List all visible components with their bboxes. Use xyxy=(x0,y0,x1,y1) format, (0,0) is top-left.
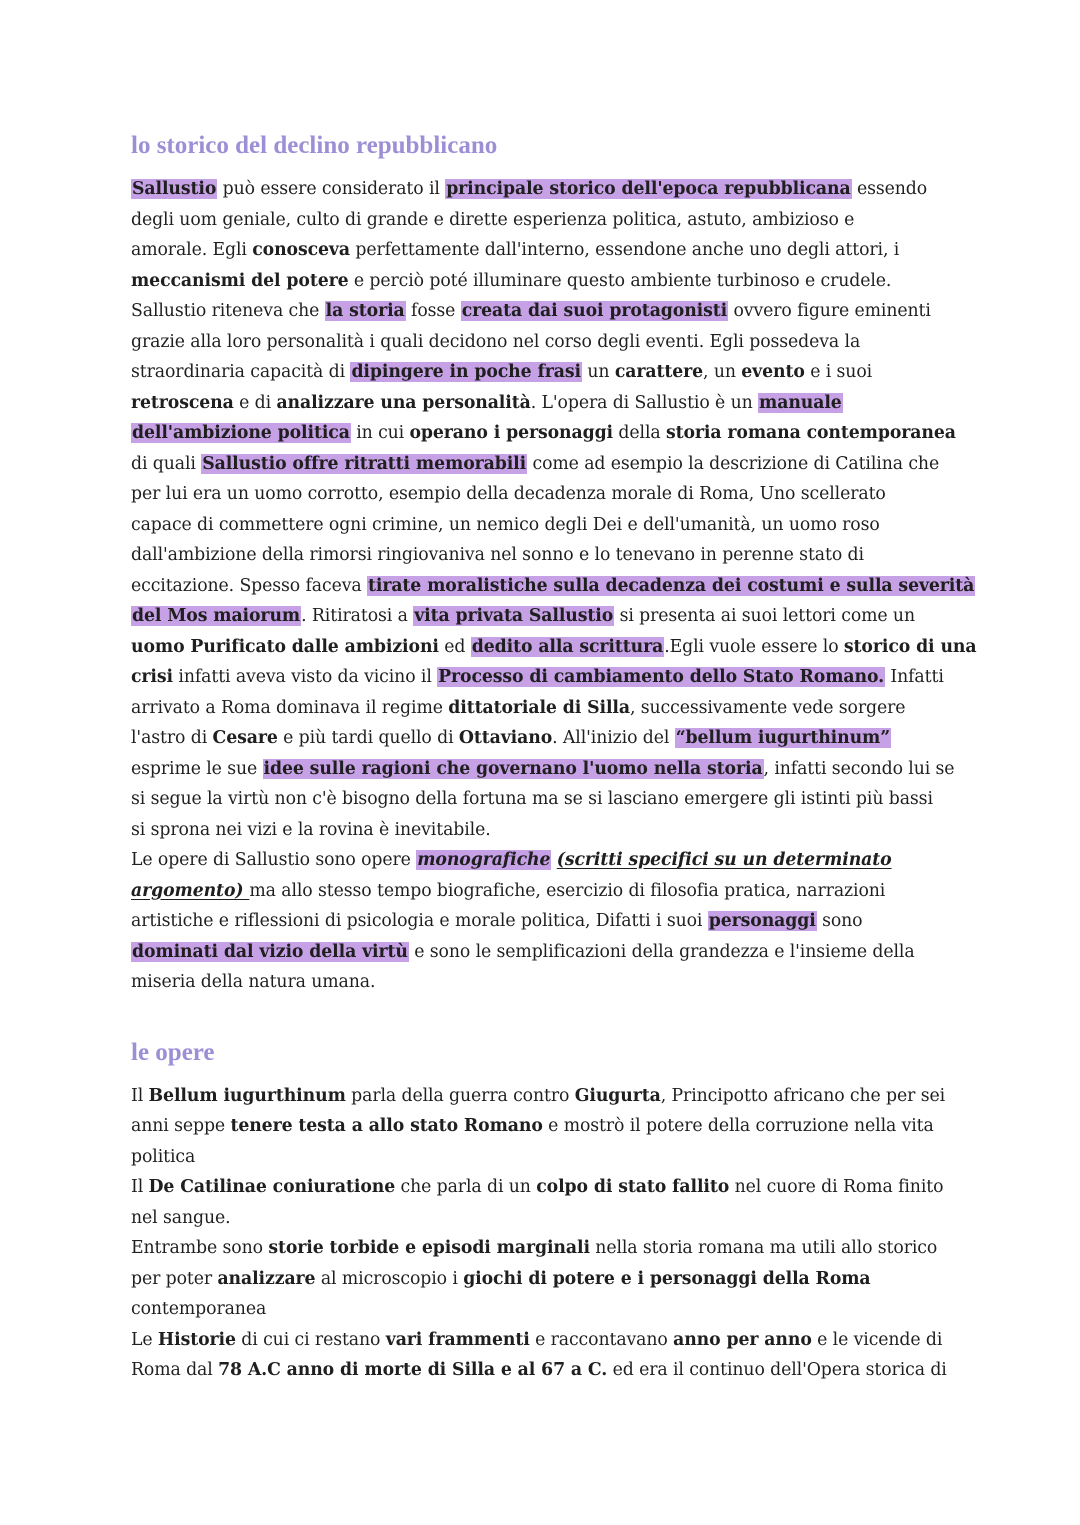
text-line xyxy=(131,1355,961,1386)
emphasized-text: tenere testa a allo stato Romano xyxy=(230,1116,543,1136)
emphasized-text: meccanismi del potere xyxy=(131,270,349,291)
text-line xyxy=(131,388,961,419)
text-line xyxy=(131,1294,961,1325)
emphasized-text: storia romana contemporanea xyxy=(665,423,956,443)
text-segment: dall'ambizione della rimorsi ringiovaniva nel sonno e lo tenevano in perenne stato di xyxy=(131,545,864,565)
section-body-declino xyxy=(131,174,977,998)
emphasized-text: storico di una xyxy=(843,636,977,657)
emphasized-text: Bellum iugurthinum xyxy=(148,1085,346,1106)
highlighted-text: personaggi xyxy=(708,911,816,931)
text-segment: e perciò poté illuminare questo ambiente turbinoso e crudele. xyxy=(348,270,892,291)
text-segment: di quali xyxy=(131,453,202,474)
text-segment: fosse xyxy=(405,301,461,321)
text-segment: miseria della natura umana. xyxy=(131,972,376,992)
emphasized-text: evento xyxy=(741,362,805,382)
text-line xyxy=(131,815,961,846)
text-segment: e le vicende di xyxy=(811,1329,943,1350)
text-segment: Entrambe sono xyxy=(131,1238,269,1258)
emphasized-text: dittatoriale di Silla xyxy=(448,697,630,718)
text-segment: , infatti secondo lui se xyxy=(763,758,955,779)
text-segment: l'astro di xyxy=(131,728,213,748)
text-line xyxy=(131,1203,961,1234)
text-segment: .Egli vuole essere lo xyxy=(664,636,844,657)
text-line xyxy=(131,662,961,693)
highlighted-text: Sallustio offre ritratti memorabili xyxy=(202,453,527,474)
text-segment: degli uom geniale, culto di grande e dirette esperienza politica, astuto, ambizioso e xyxy=(131,209,855,230)
text-segment: in cui xyxy=(350,423,410,443)
text-segment: per poter xyxy=(131,1268,218,1289)
text-segment: che parla di un xyxy=(395,1177,537,1197)
text-line xyxy=(131,266,961,297)
text-line xyxy=(131,1172,961,1203)
section-body-opere xyxy=(131,1081,961,1386)
text-segment: Roma dal xyxy=(131,1360,219,1380)
text-segment: si segue la virtù non c'è bisogno della fortuna ma se si lasciano emergere gli istinti più bassi xyxy=(131,789,933,809)
text-segment: , un xyxy=(703,362,742,382)
text-segment: ma allo stesso tempo biografiche, esercizio di filosofia pratica, narrazioni xyxy=(249,880,886,901)
text-segment: Le opere di Sallustio sono opere xyxy=(131,850,417,870)
emphasized-text: storie torbide e episodi marginali xyxy=(268,1238,590,1258)
text-segment: perfettamente dall'interno, essendone anche uno degli attori, i xyxy=(349,240,900,260)
text-line xyxy=(131,205,961,236)
section-title-opere: le opere xyxy=(131,1038,215,1066)
text-segment: si presenta ai suoi lettori come un xyxy=(614,606,915,626)
text-segment: e più tardi quello di xyxy=(277,728,459,748)
document-page xyxy=(131,128,977,1386)
text-line xyxy=(131,357,961,388)
text-line xyxy=(131,1081,961,1112)
text-line xyxy=(131,510,961,541)
text-segment: amorale. Egli xyxy=(131,240,253,260)
emphasized-text: Cesare xyxy=(212,728,278,748)
emphasized-text: conosceva xyxy=(252,240,350,260)
text-segment: un xyxy=(581,362,615,382)
text-segment: si sprona nei vizi e la rovina è inevitabile. xyxy=(131,819,491,840)
text-segment: Il xyxy=(131,1177,149,1197)
text-segment: e mostrò il potere della corruzione nella vita xyxy=(542,1116,934,1136)
text-segment: essendo xyxy=(851,179,928,199)
text-line xyxy=(131,693,961,724)
text-segment: Infatti xyxy=(884,667,944,687)
text-segment: capace di commettere ogni crimine, un nemico degli Dei e dell'umanità, un uomo roso xyxy=(131,514,880,535)
highlighted-text: Sallustio xyxy=(132,179,217,199)
text-line xyxy=(131,1142,961,1173)
text-segment: come ad esempio la descrizione di Catilina che xyxy=(527,453,940,474)
text-segment: , successivamente vede sorgere xyxy=(629,697,906,718)
highlighted-text: idee sulle ragioni che governano l'uomo nella storia xyxy=(263,758,763,779)
text-segment: di cui ci restano xyxy=(235,1329,386,1350)
highlighted-text: monografiche xyxy=(417,850,551,870)
highlighted-text: dedito alla scrittura xyxy=(471,636,664,657)
text-line xyxy=(131,327,961,358)
highlighted-text: creata dai suoi protagonisti xyxy=(461,301,728,321)
text-line xyxy=(131,235,961,266)
emphasized-text: crisi xyxy=(131,667,173,687)
text-segment: politica xyxy=(131,1146,196,1167)
emphasized-text: vari frammenti xyxy=(385,1329,530,1350)
text-segment: e raccontavano xyxy=(529,1329,674,1350)
highlighted-text: del Mos maiorum xyxy=(132,606,301,626)
text-segment: può essere considerato il xyxy=(217,179,446,199)
emphasized-text: Giugurta xyxy=(574,1085,661,1106)
highlighted-text: dipingere in poche frasi xyxy=(351,362,581,382)
text-segment: nel sangue. xyxy=(131,1207,231,1228)
highlighted-text: “bellum iugurthinum” xyxy=(675,728,891,748)
text-segment: nel cuore di Roma finito xyxy=(729,1177,944,1197)
emphasized-text: colpo di stato fallito xyxy=(536,1177,730,1197)
text-line xyxy=(131,967,961,998)
text-segment: . L'opera di Sallustio è un xyxy=(530,392,759,413)
text-segment: Il xyxy=(131,1085,149,1106)
text-segment: . All'inizio del xyxy=(552,728,675,748)
text-segment: grazie alla loro personalità i quali decidono nel corso degli eventi. Egli possedeva la xyxy=(131,331,861,352)
highlighted-text: dell'ambizione politica xyxy=(132,423,350,443)
text-segment: eccitazione. Spesso faceva xyxy=(131,575,367,596)
text-line xyxy=(131,1325,961,1356)
text-segment: Sallustio riteneva che xyxy=(131,301,325,321)
text-line xyxy=(131,1111,961,1142)
text-segment: e i suoi xyxy=(804,362,873,382)
emphasized-text: analizzare xyxy=(217,1268,316,1289)
emphasized-text: operano i personaggi xyxy=(409,423,614,443)
text-line xyxy=(131,1264,961,1295)
text-line xyxy=(131,174,961,205)
emphasized-text: (scritti specifici su un determinato xyxy=(556,850,892,870)
emphasized-text: Historie xyxy=(157,1329,236,1350)
text-segment: al microscopio i xyxy=(315,1268,464,1289)
text-line xyxy=(131,296,961,327)
text-segment: arrivato a Roma dominava il regime xyxy=(131,697,449,718)
text-line xyxy=(131,449,961,480)
highlighted-text: dominati dal vizio della virtù xyxy=(132,941,408,962)
text-segment: sono xyxy=(816,911,863,931)
text-line xyxy=(131,479,961,510)
text-line xyxy=(131,754,961,785)
text-line xyxy=(131,845,961,876)
highlighted-text: tirate moralistiche sulla decadenza dei costumi e sulla severità xyxy=(367,575,975,596)
text-line xyxy=(131,723,961,754)
text-segment: ed xyxy=(438,636,471,657)
text-segment: anni seppe xyxy=(131,1116,231,1136)
text-segment: contemporanea xyxy=(131,1299,267,1319)
highlighted-text: vita privata Sallustio xyxy=(414,606,614,626)
emphasized-text: De Catilinae coniuratione xyxy=(148,1177,396,1197)
emphasized-text: retroscena xyxy=(131,392,234,413)
text-segment: per lui era un uomo corrotto, esempio della decadenza morale di Roma, Uno scellerato xyxy=(131,484,886,504)
text-segment: . Ritiratosi a xyxy=(301,606,414,626)
emphasized-text: Ottaviano xyxy=(458,728,553,748)
emphasized-text: analizzare una personalità xyxy=(276,392,531,413)
text-line xyxy=(131,601,961,632)
emphasized-text: anno per anno xyxy=(673,1329,812,1350)
text-line xyxy=(131,632,977,663)
text-segment: della xyxy=(613,423,666,443)
emphasized-text: 78 A.C anno di morte di Silla e al 67 a C. xyxy=(218,1360,608,1380)
text-segment: straordinaria capacità di xyxy=(131,362,351,382)
text-segment: ovvero figure eminenti xyxy=(728,301,931,321)
text-segment: infatti aveva visto da vicino il xyxy=(173,667,438,687)
text-segment: nella storia romana ma utili allo storico xyxy=(589,1238,938,1258)
text-segment: ed era il continuo dell'Opera storica di xyxy=(607,1360,947,1380)
text-segment: e sono le semplificazioni della grandezza e l'insieme della xyxy=(408,941,915,962)
text-segment: parla della guerra contro xyxy=(345,1085,575,1106)
text-segment: artistiche e riflessioni di psicologia e morale politica, Difatti i suoi xyxy=(131,911,708,931)
emphasized-text: uomo Purificato dalle ambizioni xyxy=(131,636,439,657)
emphasized-text: argomento) xyxy=(131,880,250,901)
text-line xyxy=(131,876,961,907)
text-line xyxy=(131,418,961,449)
text-line xyxy=(131,571,975,602)
highlighted-text: principale storico dell'epoca repubblicana xyxy=(446,179,851,199)
section-title-declino: lo storico del declino repubblicano xyxy=(131,132,498,159)
text-line xyxy=(131,540,961,571)
highlighted-text: la storia xyxy=(325,301,405,321)
text-segment: esprime le sue xyxy=(131,758,263,779)
text-line xyxy=(131,1233,961,1264)
highlighted-text: manuale xyxy=(759,392,842,413)
highlighted-text: Processo di cambiamento dello Stato Romano. xyxy=(438,667,884,687)
text-segment: e di xyxy=(233,392,277,413)
text-line xyxy=(131,937,961,968)
text-segment: , Principotto africano che per sei xyxy=(660,1085,946,1106)
emphasized-text: carattere xyxy=(614,362,704,382)
text-line xyxy=(131,906,961,937)
text-segment: Le xyxy=(131,1329,158,1350)
text-line xyxy=(131,784,961,815)
emphasized-text: giochi di potere e i personaggi della Roma xyxy=(463,1268,871,1289)
